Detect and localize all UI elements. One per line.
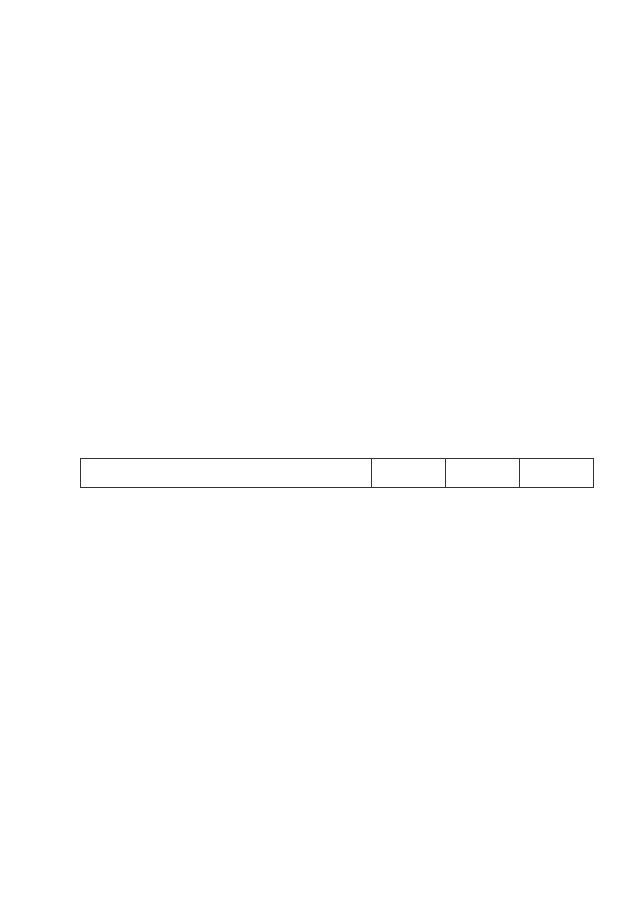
table-header-cell (520, 459, 594, 488)
demographics-table (80, 458, 594, 488)
table-header-cell (81, 459, 372, 488)
table-header-cell (446, 459, 520, 488)
table-header-row (81, 459, 594, 488)
table-header-cell (372, 459, 446, 488)
